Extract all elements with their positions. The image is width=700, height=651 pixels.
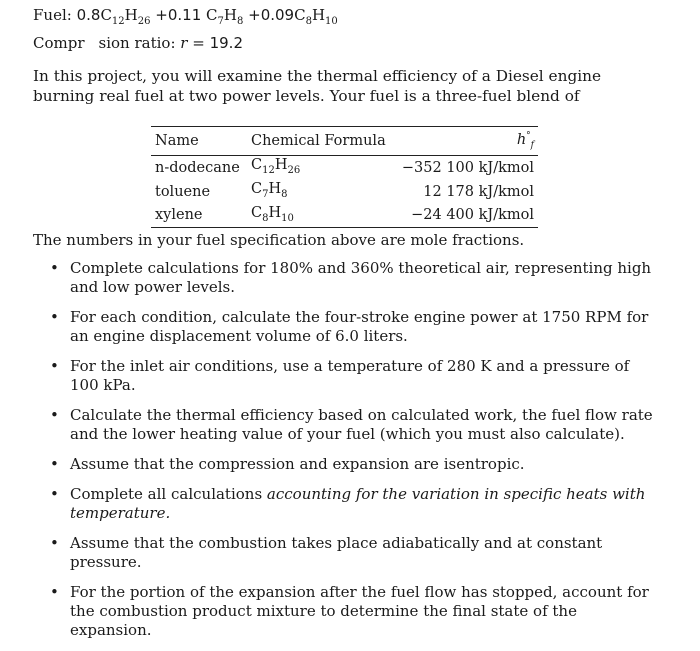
fuel-spec-line: [33, 6, 338, 27]
cell-formula: $C_{12}H_{26}$: [251, 156, 301, 176]
cell-enthalpy: −352 100 kJ/kmol: [401, 159, 534, 176]
fuel-label: Fuel:: [33, 6, 72, 24]
fuel-coeff-3: +0.09: [248, 6, 295, 24]
cell-name: toluene: [155, 183, 211, 200]
bullet-icon: •: [50, 485, 59, 503]
compression-equals: =: [192, 34, 205, 52]
fuel-formula-2: $C_7H_8$: [206, 6, 244, 27]
header-formula: Chemical Formula: [251, 132, 386, 149]
cell-formula: $C_7H_8$: [251, 180, 288, 200]
bullet-icon: •: [50, 534, 59, 552]
compression-label-part1: Compr: [33, 34, 85, 52]
compression-ratio-line: [33, 34, 243, 52]
list-item: • Assume that the combustion takes place adiabatically and at constant pressure.: [50, 534, 603, 571]
table-header-row: [151, 127, 538, 156]
cell-formula: $C_8H_{10}$: [251, 204, 294, 224]
header-name: Name: [155, 132, 199, 149]
list-item: • Complete calculations for 180% and 360% theoretical air, representing high and low power levels.: [50, 259, 652, 296]
fuel-formula-1: $C_{12}H_{26}$: [100, 6, 151, 27]
fuel-coeff-1: 0.8: [76, 6, 101, 24]
header-enthalpy: $h^\circ_f$: [516, 131, 534, 151]
list-item: • Calculate the thermal efficiency based on calculated work, the fuel flow rate and the lower heating value of your fuel (which you must also calculate).: [50, 406, 653, 443]
compression-label-part2: sion ratio:: [98, 34, 176, 52]
fuel-coeff-2: +0.11: [155, 6, 202, 24]
list-item: • Assume that the compression and expansion are isentropic.: [50, 455, 525, 473]
table-row: [151, 180, 538, 204]
fuel-formula-3: $C_8H_{10}$: [294, 6, 338, 27]
bullet-icon: •: [50, 455, 59, 473]
cell-name: xylene: [155, 207, 203, 224]
compression-value: 19.2: [209, 34, 243, 52]
table-row: [151, 155, 538, 179]
bullet-icon: •: [50, 583, 59, 601]
cell-enthalpy: 12 178 kJ/kmol: [423, 183, 534, 200]
compression-symbol: r: [180, 34, 188, 52]
cell-enthalpy: −24 400 kJ/kmol: [411, 207, 534, 224]
bullet-icon: •: [50, 308, 59, 326]
list-item: • For the portion of the expansion after the fuel flow has stopped, account for the combustion product mixture to determine the final state of the expansion.: [50, 583, 649, 639]
intro-paragraph: In this project, you will examine the thermal efficiency of a Diesel engine burning real fuel at two power levels. Your fuel is a three-fuel blend of: [33, 67, 602, 105]
mole-fraction-note: The numbers in your fuel specification above are mole fractions.: [33, 231, 525, 249]
fuel-table: [151, 126, 538, 228]
bullet-icon: •: [50, 259, 59, 277]
list-item: • For each condition, calculate the four-stroke engine power at 1750 RPM for an engine displacement volume of 6.0 liters.: [50, 308, 649, 345]
bullet-icon: •: [50, 406, 59, 424]
cell-name: n-dodecane: [155, 159, 240, 176]
task-list: [48, 259, 660, 651]
list-item: • For the inlet air conditions, use a temperature of 280 K and a pressure of 100 kPa.: [50, 357, 630, 394]
bullet-icon: •: [50, 357, 59, 375]
table-row: [151, 204, 538, 228]
list-item: • Complete all calculations accounting for the variation in specific heats with temperature.: [50, 485, 646, 522]
